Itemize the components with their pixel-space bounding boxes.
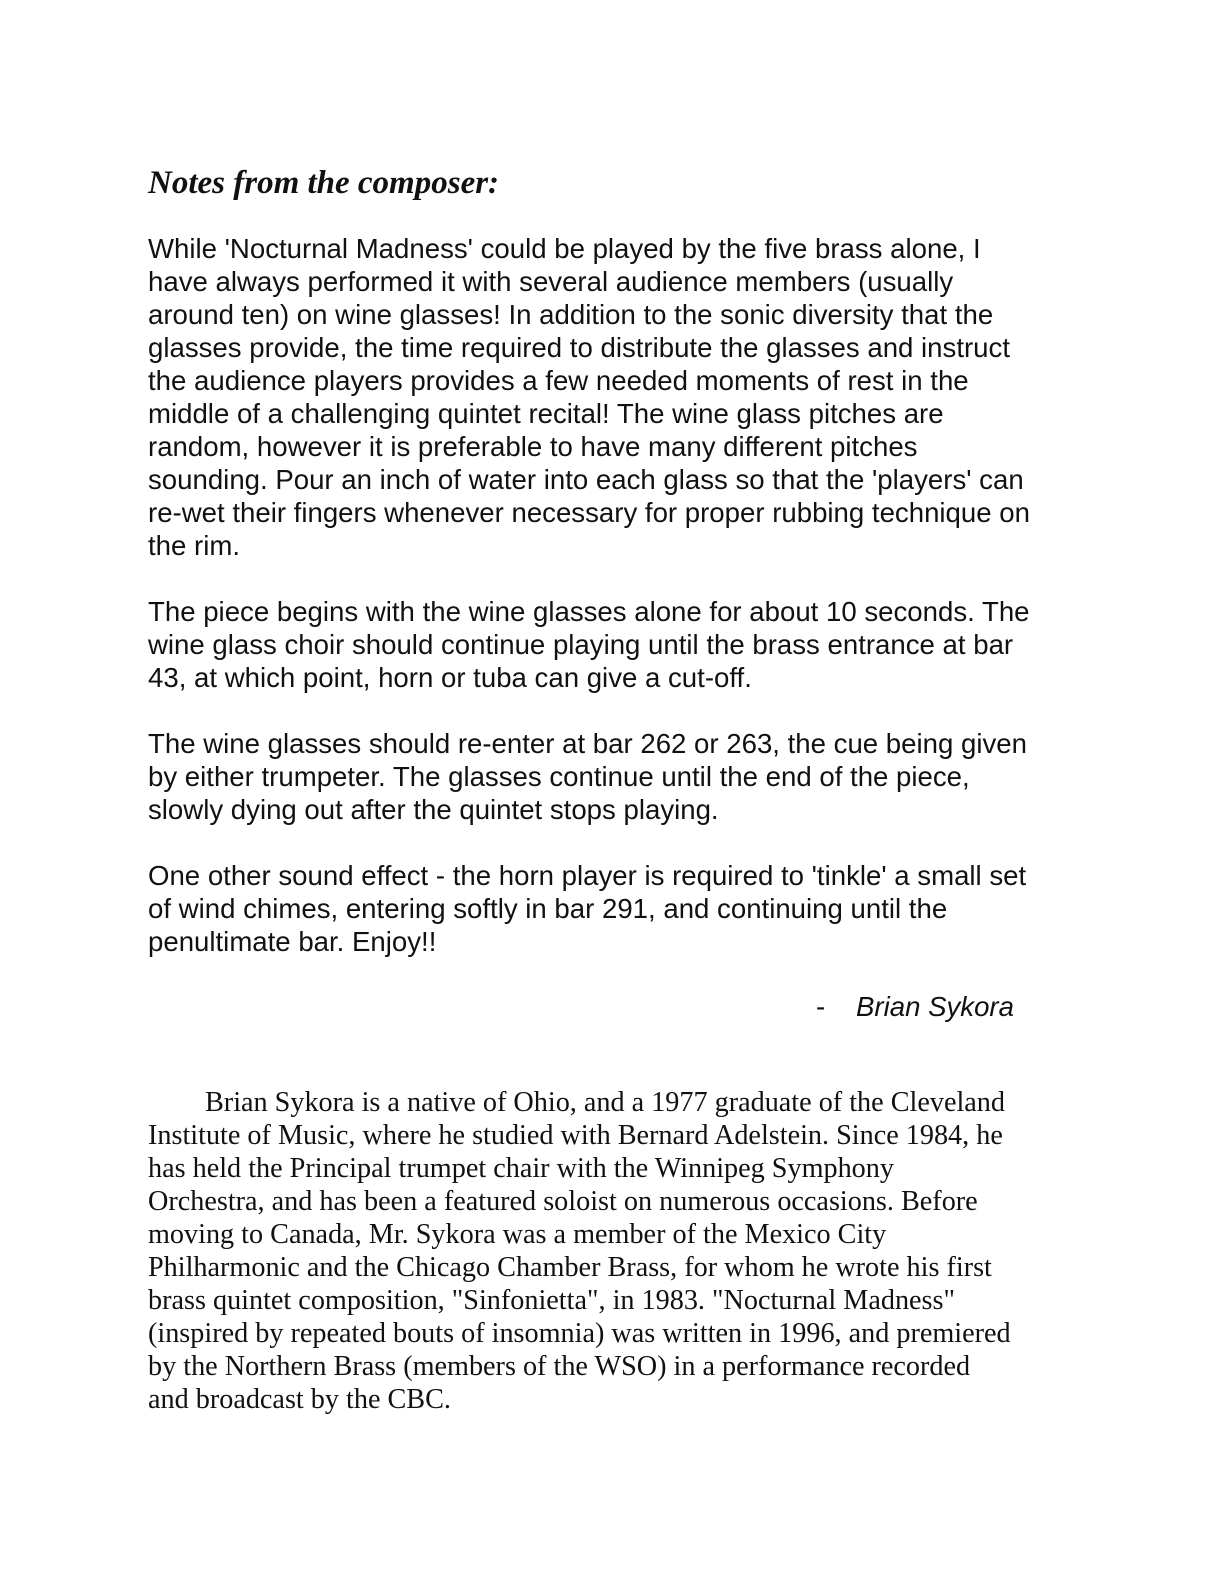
- notes-paragraph-3: [148, 727, 1078, 826]
- notes-paragraph-2: [148, 595, 1078, 694]
- text-line: Orchestra, and has been a featured soloist on numerous occasions. Before: [148, 1186, 978, 1217]
- text-line: The piece begins with the wine glasses alone for about 10 seconds. The: [148, 596, 1030, 627]
- text-line: (inspired by repeated bouts of insomnia) was written in 1996, and premiered: [148, 1318, 1011, 1349]
- text-line: glasses provide, the time required to distribute the glasses and instruct: [148, 332, 1010, 363]
- signature-name: Brian Sykora: [856, 991, 1014, 1022]
- text-line: the rim.: [148, 530, 240, 561]
- text-line: random, however it is preferable to have many different pitches: [148, 431, 918, 462]
- signature: [816, 990, 1014, 1023]
- text-line: has held the Principal trumpet chair with the Winnipeg Symphony: [148, 1153, 894, 1184]
- text-line: Philharmonic and the Chicago Chamber Brass, for whom he wrote his first: [148, 1252, 992, 1283]
- text-line: around ten) on wine glasses! In addition to the sonic diversity that the: [148, 299, 994, 330]
- signature-dash: -: [816, 991, 826, 1022]
- text-line: by the Northern Brass (members of the WSO) in a performance recorded: [148, 1351, 971, 1382]
- text-line: While 'Nocturnal Madness' could be played by the five brass alone, I: [148, 233, 981, 264]
- composer-biography: [148, 1086, 1078, 1416]
- text-line: Brian Sykora is a native of Ohio, and a 1977 graduate of the Cleveland: [205, 1087, 1005, 1118]
- text-line: of wind chimes, entering softly in bar 291, and continuing until the: [148, 893, 948, 924]
- text-line: middle of a challenging quintet recital! The wine glass pitches are: [148, 398, 944, 429]
- notes-paragraph-1: [148, 232, 1078, 562]
- text-line: re-wet their fingers whenever necessary for proper rubbing technique on: [148, 497, 1030, 528]
- text-line: by either trumpeter. The glasses continue until the end of the piece,: [148, 761, 970, 792]
- text-line: Institute of Music, where he studied with Bernard Adelstein. Since 1984, he: [148, 1120, 1003, 1151]
- text-line: brass quintet composition, "Sinfonietta", in 1983. "Nocturnal Madness": [148, 1285, 955, 1316]
- notes-paragraph-4: [148, 859, 1078, 958]
- text-line: sounding. Pour an inch of water into each glass so that the 'players' can: [148, 464, 1024, 495]
- text-line: slowly dying out after the quintet stops playing.: [148, 794, 719, 825]
- text-line: The wine glasses should re-enter at bar 262 or 263, the cue being given: [148, 728, 1027, 759]
- text-line: 43, at which point, horn or tuba can give a cut-off.: [148, 662, 752, 693]
- page-title: Notes from the composer:: [148, 165, 500, 201]
- text-line: and broadcast by the CBC.: [148, 1384, 451, 1415]
- composer-notes: [148, 232, 1078, 991]
- text-line: wine glass choir should continue playing until the brass entrance at bar: [148, 629, 1014, 660]
- text-line: the audience players provides a few needed moments of rest in the: [148, 365, 969, 396]
- text-line: penultimate bar. Enjoy!!: [148, 926, 437, 957]
- text-line: moving to Canada, Mr. Sykora was a member of the Mexico City: [148, 1219, 887, 1250]
- text-line: One other sound effect - the horn player is required to 'tinkle' a small set: [148, 860, 1027, 891]
- text-line: have always performed it with several audience members (usually: [148, 266, 954, 297]
